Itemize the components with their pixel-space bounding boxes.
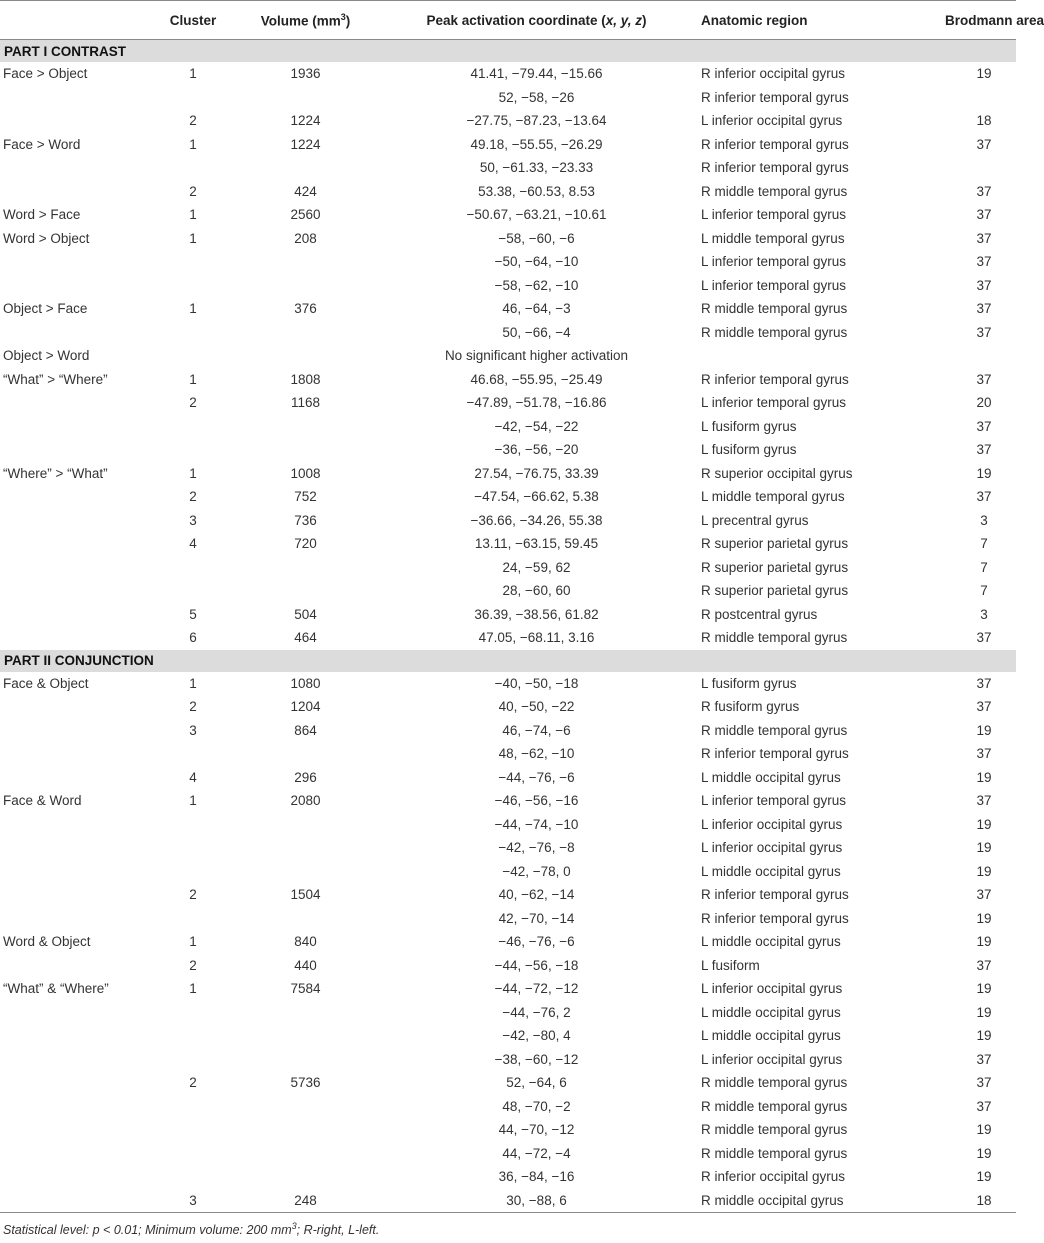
cell-peak-coordinate: −47.54, −66.62, 5.38 <box>474 489 599 505</box>
cell-anatomic-region: R superior parietal gyrus <box>701 559 849 575</box>
cell-peak-coordinate: −44, −76, −6 <box>498 769 575 785</box>
table-row <box>0 180 1016 204</box>
cell-volume: 5736 <box>290 1075 321 1091</box>
table-footnote: Statistical level: p < 0.01; Minimum volume: 200 $mm^3$; R-right, L-left. <box>3 1221 380 1238</box>
cell-brodmann-area: 37 <box>976 418 992 434</box>
table-row <box>0 203 1016 227</box>
cell-cluster: 4 <box>189 769 197 785</box>
cell-anatomic-region: L inferior occipital gyrus <box>701 1051 843 1067</box>
table-row <box>0 1095 1016 1119</box>
cell-peak-coordinate: 42, −70, −14 <box>498 910 575 926</box>
cell-anatomic-region: L middle occipital gyrus <box>701 934 841 950</box>
cell-cluster: 1 <box>189 207 197 223</box>
cell-peak-coordinate: 40, −62, −14 <box>498 887 575 903</box>
cell-volume: 2560 <box>290 207 321 223</box>
cell-anatomic-region: R postcentral gyrus <box>701 606 818 622</box>
cell-peak-coordinate: −46, −76, −6 <box>498 934 575 950</box>
cell-volume: 7584 <box>290 981 321 997</box>
table-row <box>0 603 1016 627</box>
cell-anatomic-region: L middle occipital gyrus <box>701 863 841 879</box>
cell-peak-coordinate: 36, −84, −16 <box>498 1169 575 1185</box>
header-cluster: Cluster <box>169 12 217 28</box>
cell-cluster: 1 <box>189 981 197 997</box>
cell-peak-coordinate: −47.89, −51.78, −16.86 <box>466 395 607 411</box>
cell-peak-coordinate: 46.68, −55.95, −25.49 <box>470 371 603 387</box>
cell-brodmann-area: 19 <box>976 66 992 82</box>
table-row <box>0 133 1016 157</box>
cell-anatomic-region: L precentral gyrus <box>701 512 809 528</box>
cell-brodmann-area: 37 <box>976 230 992 246</box>
table-row <box>0 626 1016 650</box>
cell-cluster: 3 <box>189 1192 197 1208</box>
table-row <box>0 1142 1016 1166</box>
cell-peak-coordinate: −50.67, −63.21, −10.61 <box>466 207 607 223</box>
cell-cluster: 1 <box>189 371 197 387</box>
cell-peak-coordinate: −44, −72, −12 <box>494 981 579 997</box>
cell-brodmann-area: 37 <box>976 699 992 715</box>
cell-anatomic-region: L fusiform gyrus <box>701 418 797 434</box>
cell-peak-coordinate: −36, −56, −20 <box>494 442 579 458</box>
cell-brodmann-area: 3 <box>980 606 988 622</box>
table-row <box>0 930 1016 954</box>
cell-anatomic-region: L fusiform gyrus <box>701 442 797 458</box>
cell-peak-coordinate: 46, −64, −3 <box>502 301 571 317</box>
cell-volume: 840 <box>294 934 317 950</box>
cell-brodmann-area: 19 <box>976 863 992 879</box>
table-row <box>0 672 1016 696</box>
table-row <box>0 368 1016 392</box>
cell-peak-coordinate: −50, −64, −10 <box>494 254 579 270</box>
cell-volume: 440 <box>294 957 317 973</box>
section-header: PART I CONTRAST <box>0 40 1016 62</box>
cell-anatomic-region: L inferior occipital gyrus <box>701 816 843 832</box>
cell-brodmann-area: 37 <box>976 793 992 809</box>
cell-peak-coordinate: −58, −62, −10 <box>494 277 579 293</box>
cell-cluster: 1 <box>189 66 197 82</box>
cell-cluster: 2 <box>189 957 197 973</box>
cell-volume: 296 <box>294 769 317 785</box>
cell-contrast: Object > Word <box>3 348 90 364</box>
cell-volume: 1224 <box>290 113 321 129</box>
table-row <box>0 227 1016 251</box>
table-row <box>0 344 1016 368</box>
cell-peak-coordinate: 24, −59, 62 <box>502 559 571 575</box>
cell-brodmann-area: 7 <box>980 583 988 599</box>
cell-volume: 1504 <box>290 887 321 903</box>
cell-volume: 464 <box>294 630 317 646</box>
table-row <box>0 1189 1016 1213</box>
cell-peak-coordinate: No significant higher activation <box>444 348 629 364</box>
cell-contrast: Face & Object <box>3 675 89 691</box>
cell-anatomic-region: R middle temporal gyrus <box>701 722 848 738</box>
cell-peak-coordinate: 30, −88, 6 <box>506 1192 567 1208</box>
cell-volume: 1936 <box>290 66 321 82</box>
cell-volume: 1168 <box>290 395 321 411</box>
cell-brodmann-area: 37 <box>976 630 992 646</box>
cell-cluster: 2 <box>189 395 197 411</box>
cell-contrast: “Where” > “What” <box>3 465 108 481</box>
cell-cluster: 2 <box>189 887 197 903</box>
cell-brodmann-area: 19 <box>976 934 992 950</box>
cell-brodmann-area: 37 <box>976 1075 992 1091</box>
cell-brodmann-area: 19 <box>976 910 992 926</box>
cell-volume: 752 <box>294 489 317 505</box>
cell-brodmann-area: 37 <box>976 489 992 505</box>
cell-peak-coordinate: 47.05, −68.11, 3.16 <box>478 630 595 646</box>
cell-brodmann-area: 19 <box>976 1004 992 1020</box>
cell-peak-coordinate: −40, −50, −18 <box>494 675 579 691</box>
cell-anatomic-region: R middle temporal gyrus <box>701 183 848 199</box>
table-row <box>0 813 1016 837</box>
table-row <box>0 297 1016 321</box>
cell-peak-coordinate: −44, −76, 2 <box>502 1004 571 1020</box>
cell-peak-coordinate: 46, −74, −6 <box>502 722 571 738</box>
cell-peak-coordinate: 52, −58, −26 <box>498 89 575 105</box>
cell-anatomic-region: R superior parietal gyrus <box>701 536 849 552</box>
cell-brodmann-area: 19 <box>976 465 992 481</box>
cell-volume: 1808 <box>290 371 321 387</box>
cell-brodmann-area: 20 <box>976 395 992 411</box>
cell-anatomic-region: R fusiform gyrus <box>701 699 800 715</box>
cell-anatomic-region: L inferior temporal gyrus <box>701 254 847 270</box>
cell-peak-coordinate: 44, −72, −4 <box>502 1145 571 1161</box>
cell-cluster: 1 <box>189 301 197 317</box>
table-row <box>0 109 1016 133</box>
header-brodmann-area: Brodmann area <box>945 12 1044 28</box>
cell-brodmann-area: 37 <box>976 277 992 293</box>
cell-brodmann-area: 18 <box>976 1192 992 1208</box>
cell-contrast: Word > Object <box>3 230 90 246</box>
cell-anatomic-region: L inferior temporal gyrus <box>701 277 847 293</box>
cell-anatomic-region: R middle temporal gyrus <box>701 1098 848 1114</box>
cell-contrast: Word & Object <box>3 934 91 950</box>
table-row <box>0 719 1016 743</box>
table-row <box>0 250 1016 274</box>
cell-brodmann-area: 19 <box>976 1145 992 1161</box>
cell-cluster: 1 <box>189 793 197 809</box>
cell-contrast: “What” & “Where” <box>3 981 109 997</box>
cell-anatomic-region: R middle temporal gyrus <box>701 301 848 317</box>
cell-peak-coordinate: −42, −78, 0 <box>502 863 571 879</box>
cell-anatomic-region: R middle temporal gyrus <box>701 1145 848 1161</box>
cell-peak-coordinate: 50, −66, −4 <box>502 324 571 340</box>
cell-cluster: 2 <box>189 183 197 199</box>
cell-anatomic-region: R inferior temporal gyrus <box>701 371 849 387</box>
cell-volume: 1204 <box>290 699 321 715</box>
table-row <box>0 954 1016 978</box>
cell-cluster: 3 <box>189 512 197 528</box>
cell-brodmann-area: 37 <box>976 1051 992 1067</box>
cell-cluster: 3 <box>189 722 197 738</box>
cell-anatomic-region: L fusiform gyrus <box>701 675 797 691</box>
cell-peak-coordinate: 27.54, −76.75, 33.39 <box>474 465 599 481</box>
cell-anatomic-region: R inferior occipital gyrus <box>701 66 846 82</box>
cell-peak-coordinate: 53.38, −60.53, 8.53 <box>478 183 595 199</box>
cell-peak-coordinate: 13.11, −63.15, 59.45 <box>474 536 599 552</box>
table-row <box>0 977 1016 1001</box>
table-row <box>0 415 1016 439</box>
table-row <box>0 62 1016 86</box>
cell-brodmann-area: 37 <box>976 1098 992 1114</box>
table-row <box>0 1071 1016 1095</box>
table-row <box>0 695 1016 719</box>
table-row <box>0 860 1016 884</box>
cell-peak-coordinate: −42, −76, −8 <box>498 840 575 856</box>
cell-volume: 1224 <box>290 136 321 152</box>
bottom-rule <box>0 1212 1016 1213</box>
cell-anatomic-region: R middle occipital gyrus <box>701 1192 844 1208</box>
table-row <box>0 86 1016 110</box>
table-row <box>0 1024 1016 1048</box>
header-volume: Volume $(mm^3)$ <box>260 11 351 29</box>
cell-volume: 424 <box>294 183 317 199</box>
table-row <box>0 391 1016 415</box>
cell-volume: 248 <box>294 1192 317 1208</box>
cell-brodmann-area: 37 <box>976 957 992 973</box>
cell-brodmann-area: 37 <box>976 183 992 199</box>
cell-brodmann-area: 19 <box>976 1028 992 1044</box>
cell-brodmann-area: 19 <box>976 981 992 997</box>
cell-contrast: Face > Word <box>3 136 81 152</box>
cell-peak-coordinate: −42, −54, −22 <box>494 418 579 434</box>
cell-brodmann-area: 19 <box>976 1122 992 1138</box>
cell-brodmann-area: 37 <box>976 301 992 317</box>
cell-cluster: 2 <box>189 699 197 715</box>
cell-volume: 504 <box>294 606 317 622</box>
cell-contrast: Object > Face <box>3 301 88 317</box>
cell-anatomic-region: L middle occipital gyrus <box>701 1028 841 1044</box>
cell-anatomic-region: L middle temporal gyrus <box>701 489 845 505</box>
cell-anatomic-region: L inferior occipital gyrus <box>701 113 843 129</box>
cell-volume: 2080 <box>290 793 321 809</box>
cell-anatomic-region: R middle temporal gyrus <box>701 1122 848 1138</box>
table-row <box>0 321 1016 345</box>
cell-peak-coordinate: −44, −74, −10 <box>494 816 579 832</box>
cell-brodmann-area: 37 <box>976 675 992 691</box>
cell-volume: 208 <box>294 230 317 246</box>
cell-peak-coordinate: −36.66, −34.26, 55.38 <box>470 512 603 528</box>
cell-anatomic-region: L inferior temporal gyrus <box>701 395 847 411</box>
cell-peak-coordinate: −58, −60, −6 <box>498 230 575 246</box>
table-row <box>0 462 1016 486</box>
cell-peak-coordinate: −46, −56, −16 <box>494 793 579 809</box>
cell-brodmann-area: 37 <box>976 746 992 762</box>
table-row <box>0 556 1016 580</box>
cell-anatomic-region: L inferior occipital gyrus <box>701 981 843 997</box>
cell-peak-coordinate: 50, −61.33, −23.33 <box>479 160 594 176</box>
cell-cluster: 5 <box>189 606 197 622</box>
cell-peak-coordinate: 44, −70, −12 <box>498 1122 575 1138</box>
cell-brodmann-area: 3 <box>980 512 988 528</box>
header-peak-coordinate: Peak activation coordinate (x, y, z) <box>426 12 647 28</box>
header-anatomic-region: Anatomic region <box>701 12 808 28</box>
table-row <box>0 1165 1016 1189</box>
cell-anatomic-region: R middle temporal gyrus <box>701 630 848 646</box>
cell-peak-coordinate: 48, −62, −10 <box>498 746 575 762</box>
cell-brodmann-area: 19 <box>976 722 992 738</box>
table-header-row <box>0 1 1044 39</box>
table-row <box>0 579 1016 603</box>
cell-anatomic-region: L inferior temporal gyrus <box>701 207 847 223</box>
cell-volume: 720 <box>294 536 317 552</box>
cell-brodmann-area: 19 <box>976 769 992 785</box>
cell-brodmann-area: 37 <box>976 442 992 458</box>
cell-volume: 1008 <box>290 465 321 481</box>
table-row <box>0 532 1016 556</box>
cell-brodmann-area: 37 <box>976 136 992 152</box>
cell-contrast: “What” > “Where” <box>3 371 108 387</box>
cell-cluster: 2 <box>189 489 197 505</box>
cell-cluster: 1 <box>189 675 197 691</box>
cell-brodmann-area: 18 <box>976 113 992 129</box>
table-row <box>0 156 1016 180</box>
cell-anatomic-region: R inferior temporal gyrus <box>701 910 849 926</box>
cell-cluster: 6 <box>189 630 197 646</box>
cell-anatomic-region: L fusiform <box>701 957 760 973</box>
cell-peak-coordinate: −44, −56, −18 <box>494 957 579 973</box>
cell-brodmann-area: 37 <box>976 207 992 223</box>
cell-anatomic-region: R superior occipital gyrus <box>701 465 853 481</box>
table-row <box>0 883 1016 907</box>
cell-anatomic-region: R inferior temporal gyrus <box>701 89 849 105</box>
cell-brodmann-area: 37 <box>976 254 992 270</box>
table-row <box>0 274 1016 298</box>
cell-anatomic-region: L middle temporal gyrus <box>701 230 845 246</box>
cell-peak-coordinate: −27.75, −87.23, −13.64 <box>466 113 607 129</box>
cell-brodmann-area: 7 <box>980 559 988 575</box>
table-row <box>0 766 1016 790</box>
cell-volume: 1080 <box>290 675 321 691</box>
table-row <box>0 485 1016 509</box>
table-row <box>0 836 1016 860</box>
cell-anatomic-region: R inferior occipital gyrus <box>701 1169 846 1185</box>
cell-cluster: 2 <box>189 113 197 129</box>
cell-brodmann-area: 37 <box>976 371 992 387</box>
cell-volume: 736 <box>294 512 317 528</box>
cell-brodmann-area: 19 <box>976 816 992 832</box>
table-row <box>0 789 1016 813</box>
cell-contrast: Face > Object <box>3 66 88 82</box>
cell-anatomic-region: R middle temporal gyrus <box>701 324 848 340</box>
cell-peak-coordinate: 28, −60, 60 <box>502 583 571 599</box>
cell-cluster: 2 <box>189 1075 197 1091</box>
cell-contrast: Word > Face <box>3 207 81 223</box>
cell-anatomic-region: R inferior temporal gyrus <box>701 746 849 762</box>
cell-cluster: 1 <box>189 230 197 246</box>
table-row <box>0 907 1016 931</box>
cell-peak-coordinate: −38, −60, −12 <box>494 1051 579 1067</box>
cell-anatomic-region: R superior parietal gyrus <box>701 583 849 599</box>
cell-volume: 376 <box>294 301 317 317</box>
cell-cluster: 4 <box>189 536 197 552</box>
cell-anatomic-region: L middle occipital gyrus <box>701 1004 841 1020</box>
cell-anatomic-region: R middle temporal gyrus <box>701 1075 848 1091</box>
cell-peak-coordinate: 49.18, −55.55, −26.29 <box>470 136 603 152</box>
table-row <box>0 1118 1016 1142</box>
cell-peak-coordinate: 41.41, −79.44, −15.66 <box>470 66 603 82</box>
table-body <box>0 40 1016 1212</box>
table-row <box>0 438 1016 462</box>
table-row <box>0 509 1016 533</box>
cell-brodmann-area: 37 <box>976 324 992 340</box>
cell-peak-coordinate: 40, −50, −22 <box>498 699 575 715</box>
cell-volume: 864 <box>294 722 317 738</box>
cell-anatomic-region: R inferior temporal gyrus <box>701 160 849 176</box>
cell-brodmann-area: 37 <box>976 887 992 903</box>
section-header: PART II CONJUNCTION <box>0 650 1016 672</box>
table-row <box>0 742 1016 766</box>
cell-peak-coordinate: 48, −70, −2 <box>502 1098 571 1114</box>
cell-anatomic-region: L inferior temporal gyrus <box>701 793 847 809</box>
table-row <box>0 1048 1016 1072</box>
cell-peak-coordinate: −42, −80, 4 <box>502 1028 571 1044</box>
cell-cluster: 1 <box>189 465 197 481</box>
cell-cluster: 1 <box>189 136 197 152</box>
cell-brodmann-area: 19 <box>976 1169 992 1185</box>
table-row <box>0 1001 1016 1025</box>
cell-brodmann-area: 7 <box>980 536 988 552</box>
cell-contrast: Face & Word <box>3 793 82 809</box>
cell-peak-coordinate: 36.39, −38.56, 61.82 <box>474 606 599 622</box>
cell-brodmann-area: 19 <box>976 840 992 856</box>
cell-cluster: 1 <box>189 934 197 950</box>
cell-anatomic-region: L middle occipital gyrus <box>701 769 841 785</box>
cell-anatomic-region: R inferior temporal gyrus <box>701 136 849 152</box>
cell-anatomic-region: R inferior temporal gyrus <box>701 887 849 903</box>
cell-peak-coordinate: 52, −64, 6 <box>506 1075 567 1091</box>
cell-anatomic-region: L inferior occipital gyrus <box>701 840 843 856</box>
